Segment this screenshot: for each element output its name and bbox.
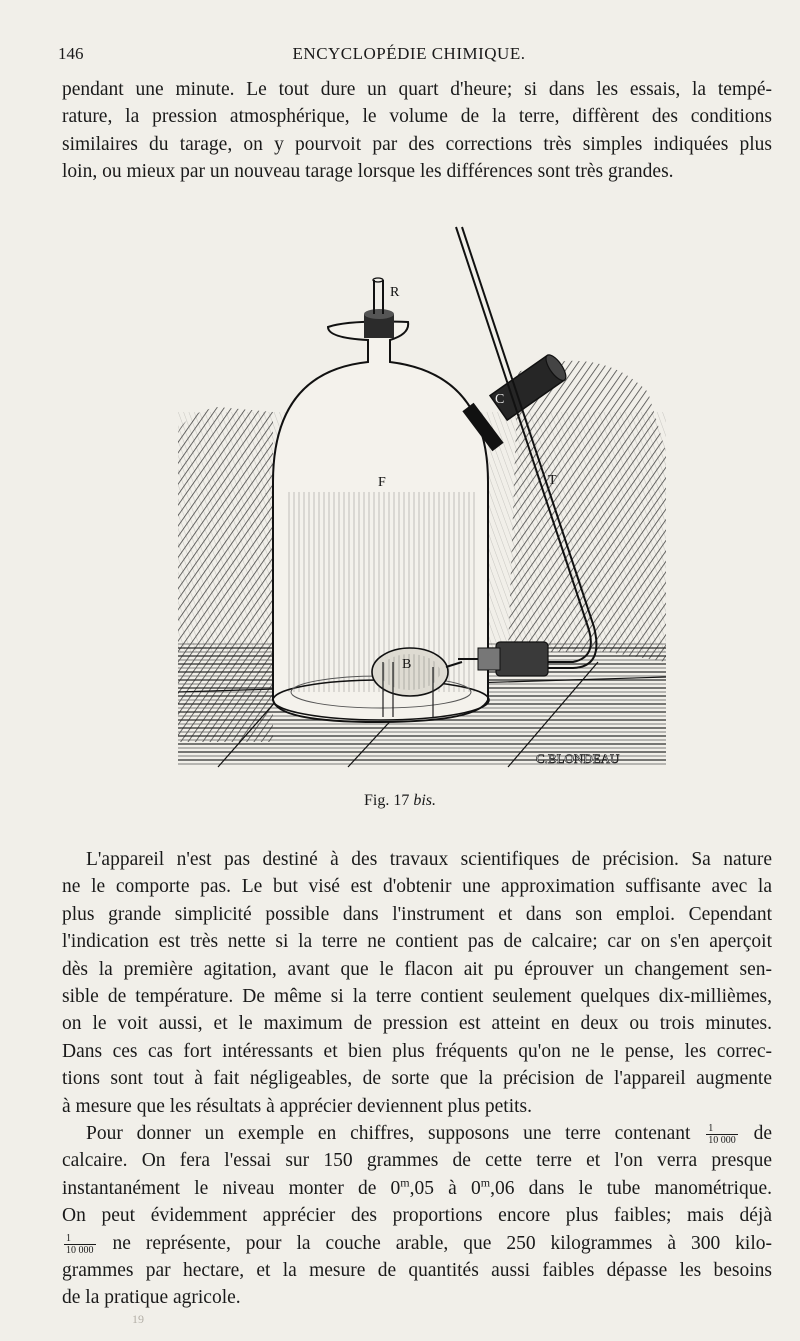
text-run: ,06 dans le tube manométrique. xyxy=(490,1177,772,1199)
text-line xyxy=(62,1230,772,1257)
running-title: ENCYCLOPÉDIE CHIMIQUE. xyxy=(292,44,526,63)
text-line xyxy=(62,1120,772,1147)
footer-mark: 19 xyxy=(132,1312,144,1326)
text-run: ,05 à 0 xyxy=(409,1177,481,1199)
fraction-denominator: 10 000 xyxy=(708,1135,736,1147)
text-run: instantanément le niveau monter de 0 xyxy=(62,1177,401,1199)
fraction xyxy=(706,1123,738,1146)
fraction xyxy=(64,1233,96,1256)
paragraph-1 xyxy=(62,846,772,1120)
text-line: grammes par hectare, et la mesure de quantités aussi faibles dépasse les besoins xyxy=(62,1260,772,1282)
text-line: similaires du tarage, on y pourvoit par des corrections très simples indiquées plus xyxy=(62,133,772,155)
text-line: ne le comporte pas. Le but visé est d'obtenir une approximation suffisante avec la xyxy=(62,876,772,898)
text-line: sible de température. De même si la terre contient seulement quelques dix-millièmes, xyxy=(62,986,772,1008)
text-run: ne représente, pour la couche arable, que 250 kilogrammes à 300 kilo- xyxy=(112,1232,772,1254)
figure-caption xyxy=(0,792,800,810)
text-run: de xyxy=(753,1123,773,1144)
figure-label-B: B xyxy=(402,657,412,672)
text-line: plus grande simplicité possible dans l'instrument et dans son emploi. Cependant xyxy=(62,903,772,925)
text-line: dès la première agitation, avant que le flacon ait pu éprouver un changement sen- xyxy=(62,958,772,980)
fraction-numerator: 1 xyxy=(706,1123,738,1135)
text-run: Pour donner un exemple en chiffres, supposons une terre contenant xyxy=(86,1123,691,1144)
unit-sup: m xyxy=(480,1175,491,1190)
fraction-numerator: 1 xyxy=(64,1233,96,1245)
text-line xyxy=(62,1175,772,1202)
text-line: calcaire. On fera l'essai sur 150 grammes de cette terre et l'on verra presque xyxy=(62,1150,772,1172)
figure-label-C: C xyxy=(495,392,505,407)
text-line: on le voit aussi, et le maximum de pression est atteint en deux ou trois minutes. xyxy=(62,1013,772,1035)
text-line: pendant une minute. Le tout dure un quart d'heure; si dans les essais, la tempé- xyxy=(62,79,772,100)
paragraph-2 xyxy=(62,1120,772,1312)
text-line: l'indication est très nette si la terre ne contient pas de calcaire; car on s'en aperçoit xyxy=(62,931,772,953)
figure-label-F: F xyxy=(378,475,386,490)
text-line: loin, ou mieux par un nouveau tarage lorsque les différences sont très grandes. xyxy=(62,161,674,183)
page-number: 146 xyxy=(58,44,84,63)
engraver-signature: C.BLONDEAU xyxy=(536,751,620,766)
fraction-denominator: 10 000 xyxy=(66,1244,94,1256)
text-line: On peut évidemment apprécier des proportions encore plus faibles; mais déjà xyxy=(62,1205,772,1227)
text-line: tions sont tout à fait négligeables, de sorte que la précision de l'appareil augmente xyxy=(62,1068,772,1090)
text-line: rature, la pression atmosphérique, le volume de la terre, diffèrent des conditions xyxy=(62,106,772,128)
apparatus-illustration xyxy=(178,222,668,777)
figure-label-R: R xyxy=(390,285,400,300)
caption-suffix: bis. xyxy=(413,792,436,809)
text-line: de la pratique agricole. xyxy=(62,1287,241,1309)
figure-label-T: T xyxy=(548,473,557,488)
text-line: Dans ces cas fort intéressants et bien plus fréquents qu'on ne le pense, les correc- xyxy=(62,1040,772,1062)
page-header xyxy=(58,44,760,70)
text-line: à mesure que les résultats à apprécier deviennent plus petits. xyxy=(62,1095,532,1117)
unit-sup: m xyxy=(400,1175,410,1190)
paragraph-top xyxy=(62,76,772,186)
text-line: L'appareil n'est pas destiné à des travaux scientifiques de précision. Sa nature xyxy=(86,849,772,870)
caption-prefix: Fig. 17 xyxy=(363,792,410,809)
